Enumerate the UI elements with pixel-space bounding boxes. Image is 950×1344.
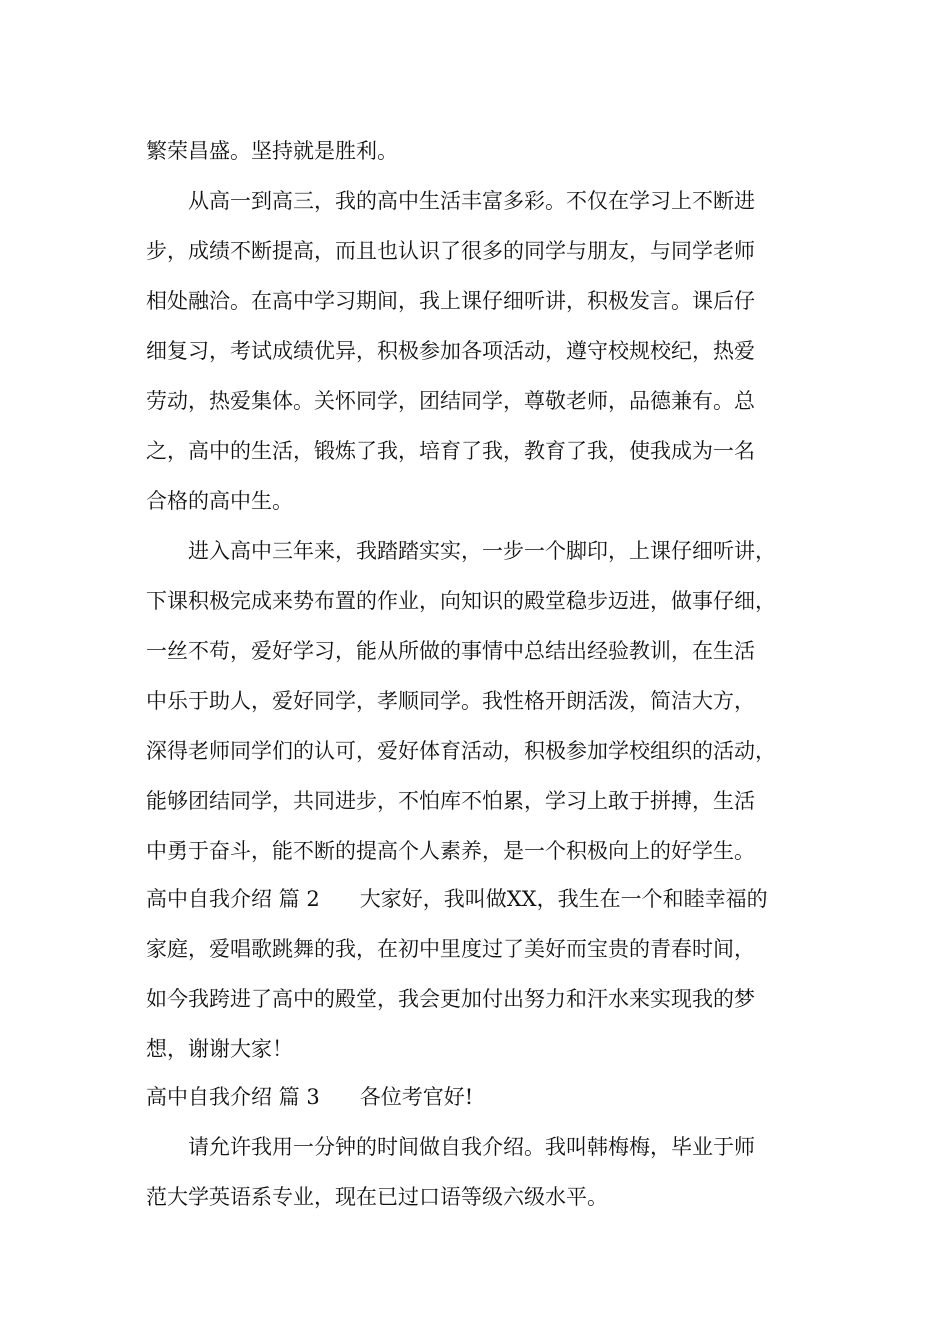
section-3-heading: 高中自我介绍 篇 3 [146,1085,320,1109]
paragraph-line: 能够团结同学，共同进步，不怕库不怕累，学习上敢于拼搏，生活 [146,789,755,813]
paragraph-line: 一丝不苟，爱好学习，能从所做的事情中总结出经验教训，在生活 [146,639,755,663]
paragraph-line: 家庭，爱唱歌跳舞的我，在初中里度过了美好而宝贵的青春时间， [146,937,755,961]
paragraph-line: 合格的高中生。 [146,489,293,513]
paragraph-line: 细复习，考试成绩优异，积极参加各项活动，遵守校规校纪，热爱 [146,339,755,363]
paragraph-line: 深得老师同学们的认可，爱好体育活动，积极参加学校组织的活动， [146,739,776,763]
paragraph-line: 劳动，热爱集体。关怀同学，团结同学，尊敬老师，品德兼有。总 [146,389,755,413]
paragraph-line: 请允许我用一分钟的时间做自我介绍。我叫韩梅梅，毕业于师 [188,1135,755,1159]
section-2-heading: 高中自我介绍 篇 2 [146,887,320,911]
paragraph-line: 之，高中的生活，锻炼了我，培育了我，教育了我，使我成为一名 [146,439,755,463]
paragraph-line: 中乐于助人，爱好同学，孝顺同学。我性格开朗活泼，简洁大方， [146,689,755,713]
section-3-line [146,1082,473,1112]
paragraph-line: 繁荣昌盛。坚持就是胜利。 [146,139,398,163]
paragraph-line: 范大学英语系专业，现在已过口语等级六级水平。 [146,1185,608,1209]
paragraph-line: 中勇于奋斗，能不断的提高个人素养，是一个积极向上的好学生。 [146,839,755,863]
paragraph-line: 进入高中三年来，我踏踏实实，一步一个脚印，上课仔细听讲， [188,539,776,563]
paragraph-line: 相处融洽。在高中学习期间，我上课仔细听讲，积极发言。课后仔 [146,289,755,313]
paragraph-line: 步，成绩不断提高，而且也认识了很多的同学与朋友，与同学老师 [146,239,755,263]
section-3-text: 各位考官好! [359,1085,474,1109]
paragraph-line: 下课积极完成来势布置的作业，向知识的殿堂稳步迈进，做事仔细， [146,589,776,613]
paragraph-line: 如今我跨进了高中的殿堂，我会更加付出努力和汗水来实现我的梦 [146,987,755,1011]
paragraph-line: 想，谢谢大家！ [146,1037,293,1061]
section-2-line [146,884,768,914]
section-2-text: 大家好，我叫做XX，我生在一个和睦幸福的 [359,887,768,911]
paragraph-line: 从高一到高三，我的高中生活丰富多彩。不仅在学习上不断进 [188,189,755,213]
